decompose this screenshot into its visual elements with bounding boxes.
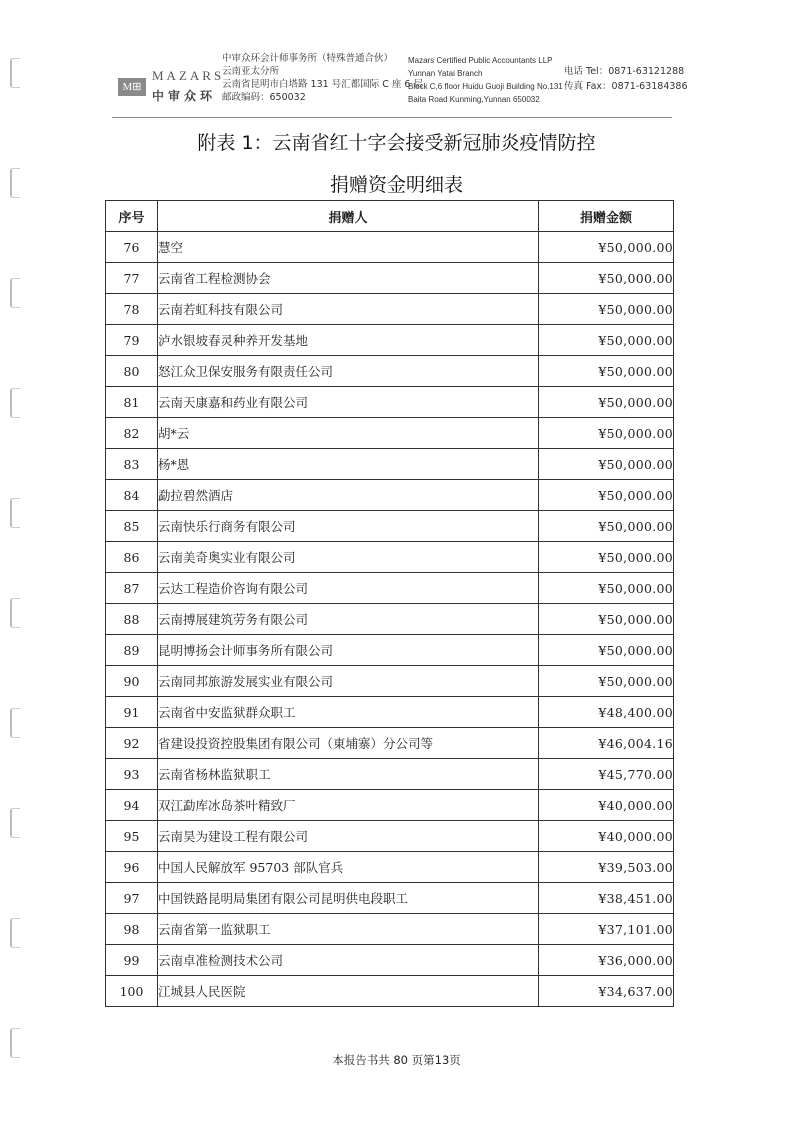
row-donor: 云南省杨林监狱职工 [158,759,539,790]
branch-name-en: Yunnan Yatai Branch [408,69,483,78]
row-amount: ¥38,451.00 [539,883,674,914]
row-donor: 江城县人民医院 [158,976,539,1007]
table-row [106,294,674,325]
address-en-2: Baita Road Kunming,Yunnan 650032 [408,95,540,104]
row-no: 80 [106,356,158,387]
donation-table [105,200,674,1007]
table-row [106,821,674,852]
row-no: 98 [106,914,158,945]
row-donor: 慧空 [158,232,539,263]
postcode-cn: 邮政编码：650032 [222,92,306,103]
binding-mark [10,708,20,738]
row-amount: ¥34,637.00 [539,976,674,1007]
table-row [106,914,674,945]
page-subtitle: 捐赠资金明细表 [329,174,463,196]
row-no: 89 [106,635,158,666]
row-amount: ¥46,004.16 [539,728,674,759]
table-header-row [106,201,674,232]
table-row [106,728,674,759]
table-row [106,635,674,666]
row-no: 78 [106,294,158,325]
row-donor: 杨*恩 [158,449,539,480]
row-no: 87 [106,573,158,604]
row-donor: 云南昊为建设工程有限公司 [158,821,539,852]
row-no: 99 [106,945,158,976]
table-row [106,759,674,790]
row-amount: ¥50,000.00 [539,294,674,325]
binding-mark [10,498,20,528]
table-row [106,790,674,821]
mazars-logo: M⊞ [118,78,146,96]
row-no: 92 [106,728,158,759]
row-amount: ¥39,503.00 [539,852,674,883]
row-amount: ¥40,000.00 [539,790,674,821]
row-no: 88 [106,604,158,635]
row-donor: 泸水银坡春灵种养开发基地 [158,325,539,356]
row-amount: ¥50,000.00 [539,542,674,573]
row-no: 86 [106,542,158,573]
address-en-1: Block C,6 floor Huidu Guoji Building No.131 [408,82,563,91]
row-donor: 双江勐库冰岛茶叶精致厂 [158,790,539,821]
table-row [106,263,674,294]
address-cn: 云南省昆明市白塔路 131 号汇都国际 C 座 6 层 [222,79,423,90]
letterhead-english-block [408,54,563,106]
row-donor: 中国铁路昆明局集团有限公司昆明供电段职工 [158,883,539,914]
firm-name-cn: 中审众环会计师事务所（特殊普通合伙） [222,53,394,64]
row-no: 91 [106,697,158,728]
row-amount: ¥45,770.00 [539,759,674,790]
row-donor: 怒江众卫保安服务有限责任公司 [158,356,539,387]
row-amount: ¥50,000.00 [539,449,674,480]
logo-brand-text: MAZARS [152,68,225,83]
table-row [106,604,674,635]
table-row [106,232,674,263]
table-row [106,511,674,542]
row-donor: 胡*云 [158,418,539,449]
tel: 电话 Tel：0871-63121288 [564,66,685,77]
table-row [106,852,674,883]
table-row [106,976,674,1007]
row-amount: ¥37,101.00 [539,914,674,945]
row-amount: ¥50,000.00 [539,418,674,449]
row-amount: ¥50,000.00 [539,387,674,418]
row-donor: 云南省第一监狱职工 [158,914,539,945]
firm-name-en: Mazars Certified Public Accountants LLP [408,56,553,65]
row-no: 76 [106,232,158,263]
row-no: 85 [106,511,158,542]
row-no: 79 [106,325,158,356]
table-row [106,449,674,480]
row-no: 97 [106,883,158,914]
row-no: 84 [106,480,158,511]
row-amount: ¥50,000.00 [539,263,674,294]
table-row [106,883,674,914]
row-amount: ¥50,000.00 [539,325,674,356]
row-amount: ¥48,400.00 [539,697,674,728]
logo-chinese-text: 中审众环 [152,89,217,103]
table-row [106,666,674,697]
table-row [106,387,674,418]
row-donor: 勐拉碧然酒店 [158,480,539,511]
fax: 传真 Fax：0871-63184386 [564,81,688,92]
row-no: 100 [106,976,158,1007]
branch-name-cn: 云南亚太分所 [222,66,280,77]
row-donor: 云南省中安监狱群众职工 [158,697,539,728]
row-amount: ¥50,000.00 [539,511,674,542]
row-donor: 云南搏展建筑劳务有限公司 [158,604,539,635]
binding-mark [10,388,20,418]
row-donor: 云南省工程检测协会 [158,263,539,294]
binding-mark [10,278,20,308]
table-row [106,356,674,387]
letterhead [112,52,688,112]
row-donor: 云达工程造价咨询有限公司 [158,573,539,604]
row-no: 94 [106,790,158,821]
table-row [106,697,674,728]
row-amount: ¥50,000.00 [539,232,674,263]
row-no: 81 [106,387,158,418]
row-amount: ¥50,000.00 [539,666,674,697]
row-no: 82 [106,418,158,449]
row-no: 90 [106,666,158,697]
row-donor: 云南同邦旅游发展实业有限公司 [158,666,539,697]
table-row [106,945,674,976]
row-amount: ¥50,000.00 [539,635,674,666]
table-row [106,480,674,511]
row-no: 77 [106,263,158,294]
page-title: 附表 1：云南省红十字会接受新冠肺炎疫情防控 [197,132,596,154]
row-donor: 云南若虹科技有限公司 [158,294,539,325]
row-no: 95 [106,821,158,852]
row-no: 83 [106,449,158,480]
binding-mark [10,598,20,628]
row-donor: 省建设投资控股集团有限公司（東埔寨）分公司等 [158,728,539,759]
row-amount: ¥40,000.00 [539,821,674,852]
row-amount: ¥50,000.00 [539,604,674,635]
row-donor: 云南美奇奥实业有限公司 [158,542,539,573]
header-donor: 捐赠人 [158,201,539,232]
table-row [106,573,674,604]
row-amount: ¥36,000.00 [539,945,674,976]
row-amount: ¥50,000.00 [539,480,674,511]
header-no: 序号 [106,201,158,232]
letterhead-contact [564,64,688,94]
table-row [106,325,674,356]
binding-mark [10,918,20,948]
table-row [106,418,674,449]
header-amount: 捐赠金额 [539,201,674,232]
page-footer: 本报告书共 80 页第13页 [332,1053,461,1067]
binding-mark [10,808,20,838]
table-row [106,542,674,573]
letterhead-chinese-block [222,52,423,104]
row-no: 93 [106,759,158,790]
row-donor: 云南快乐行商务有限公司 [158,511,539,542]
row-amount: ¥50,000.00 [539,573,674,604]
row-donor: 云南天康嘉和药业有限公司 [158,387,539,418]
binding-mark [10,58,20,88]
row-donor: 中国人民解放军 95703 部队官兵 [158,852,539,883]
letterhead-divider [112,117,672,118]
row-no: 96 [106,852,158,883]
row-amount: ¥50,000.00 [539,356,674,387]
row-donor: 云南卓准检测技术公司 [158,945,539,976]
row-donor: 昆明博扬会计师事务所有限公司 [158,635,539,666]
